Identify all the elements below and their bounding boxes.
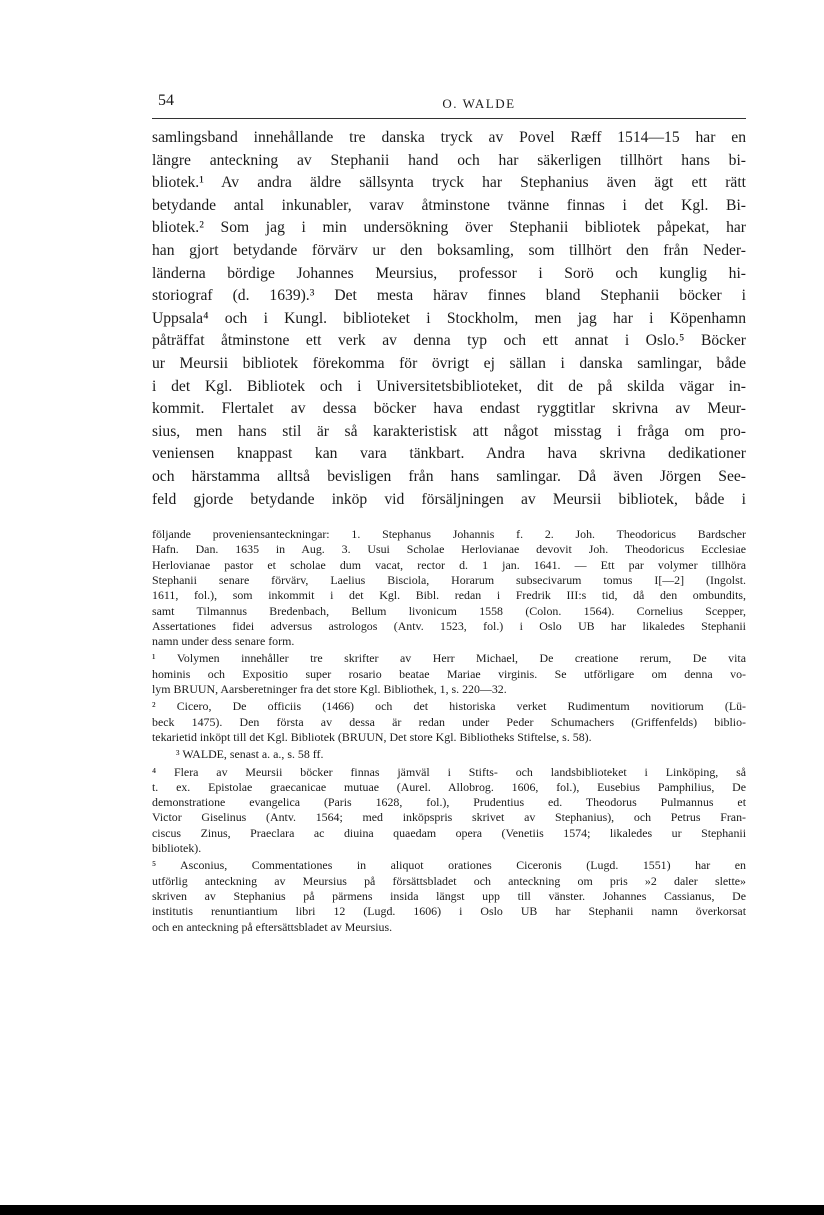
- page-number: 54: [158, 92, 174, 109]
- body-line: han gjort betydande förvärv ur den boksamling, som tillhört den från Neder-: [152, 241, 746, 259]
- body-line: sius, men hans stil är så karakteristisk att något misstag i fråga om pro-: [152, 422, 746, 440]
- footnote-line: tekarietid inköpt till det Kgl. Bibliotek (BRUUN, Det store Kgl. Bibliotheks Stiftelse, s. 58).: [152, 729, 592, 744]
- footnote-line: Stephanii senare förvärv, Laelius Bisciola, Horarum subsecivarum tomus I[—2] (Ingolst.: [152, 572, 746, 587]
- footnote-line: demonstratione evangelica (Paris 1628, fol.), Prudentius ed. Theodorus Pulmannus et: [152, 795, 746, 810]
- footnote-line: ⁴ Flera av Meursii böcker finnas jämväl i Stifts- och landsbiblioteket i Linköping, så: [152, 764, 746, 779]
- book-page: [152, 88, 746, 935]
- body-line: kommit. Flertalet av dessa böcker hava endast ryggtitlar skrivna av Meur-: [152, 400, 746, 418]
- body-line: samlingsband innehållande tre danska tryck av Povel Ræff 1514—15 har en: [152, 129, 746, 146]
- main-text: [152, 127, 746, 511]
- footnote-line: bibliotek).: [152, 841, 202, 856]
- body-line: feld gjorde betydande inköp vid försäljningen av Meursii bibliotek, både i: [152, 490, 746, 508]
- footnote-line: samt Tilmannus Bredenbach, Bellum livonicum 1558 (Colon. 1564). Cornelius Scepper,: [152, 603, 746, 618]
- footnote-line: och en anteckning på eftersättsbladet av Meursius.: [152, 919, 393, 934]
- footnote-line: Victor Giselinus (Antv. 1564; med inköpspris skrivet av Stephanius), och Petrus Fran-: [152, 810, 746, 825]
- footnote-line: institutis renuntiantium libri 12 (Lugd. 1606) i Oslo UB har Stephanii namn överkorsat: [152, 904, 746, 919]
- footnote-line: lym BRUUN, Aarsberetninger fra det store Kgl. Bibliothek, 1, s. 220—32.: [152, 682, 507, 697]
- running-head: O. WALDE: [442, 96, 516, 111]
- footnotes: [152, 527, 746, 935]
- scan-border: [0, 1205, 824, 1215]
- footnote-line: Assertationes fidei adversus astrologos (Antv. 1523, fol.) i Oslo UB har likaledes Stephanii: [152, 618, 746, 633]
- body-line: längre anteckning av Stephanii hand och har säkerligen tillhört hans bi-: [152, 151, 746, 169]
- footnote-line: ¹ Volymen innehåller tre skrifter av Herr Michael, De creatione rerum, De vita: [152, 651, 746, 666]
- footnote-line: t. ex. Epistolae graecanicae mutuae (Aurel. Allobrog. 1606, fol.), Eusebius Pamphilius, De: [152, 779, 746, 794]
- footnote-line: följande proveniensanteckningar: 1. Stephanus Johannis f. 2. Joh. Theodoricus Bardscher: [152, 527, 746, 542]
- body-line: veniensen knappast kan vara tänkbart. Andra hava skrivna dedikationer: [152, 445, 746, 463]
- footnote-line: 1611, fol.), som inkommit i det Kgl. Bibl. redan i Fredrik III:s tid, då den ombundits,: [152, 588, 746, 603]
- footnote-line: ² Cicero, De officiis (1466) och det historiska verket Rudimentum novitiorum (Lü-: [152, 699, 746, 714]
- footnote-line: ciscus Zinus, Praeclara ac diuina quaedam opera (Venetiis 1574; likaledes ur Stephanii: [152, 825, 746, 840]
- footnote-4: [152, 765, 746, 857]
- page-header: [152, 88, 746, 119]
- footnote-line: beck 1475). Den första av dessa är redan under Peder Schumachers (Griffenfelds) biblio-: [152, 714, 746, 729]
- footnote-line: utförlig anteckning av Meursius på försättsbladet och anteckning om pris »2 daler slette»: [152, 873, 746, 888]
- footnote-5: [152, 858, 746, 934]
- body-line: bliotek.² Som jag i min undersökning över Stephanii bibliotek påpekat, har: [152, 219, 746, 237]
- footnote-line: skriven av Stephanius på pärmens insida längst upp till vänster. Johannes Cassianus, De: [152, 888, 746, 903]
- footnote-1: [152, 651, 746, 697]
- footnote-3: [152, 747, 746, 762]
- footnote-line: ⁵ Asconius, Commentationes in aliquot orationes Ciceronis (Lugd. 1551) har en: [152, 858, 746, 873]
- footnote-continued: [152, 527, 746, 649]
- footnote-line: namn under dess senare form.: [152, 634, 295, 649]
- footnote-line: Herlovianae pastor et scholae dum vacat, rector d. 1 jan. 1641. — Ett par volymer tillhöra: [152, 557, 746, 572]
- footnote-line: hominis och Expositio super rosario beatae Mariae virginis. Se utförligare om denna vo-: [152, 666, 746, 681]
- footnote-2: [152, 699, 746, 745]
- body-line: påträffat åtminstone ett verk av denna typ och ett annat i Oslo.⁵ Böcker: [152, 332, 746, 350]
- body-line: betydande antal inkunabler, varav åtminstone tvänne finnas i det Kgl. Bi-: [152, 196, 746, 214]
- body-line: och härstamma alltså bevisligen från hans samlingar. Då även Jörgen See-: [152, 467, 746, 485]
- footnote-line: Hafn. Dan. 1635 in Aug. 3. Usui Scholae Herlovianae devovit Joh. Theodoricus Ecclesiae: [152, 542, 746, 557]
- body-line: bliotek.¹ Av andra äldre sällsynta tryck har Stephanius även ägt ett rätt: [152, 174, 746, 192]
- footnote-line: ³ WALDE, senast a. a., s. 58 ff.: [176, 747, 324, 762]
- body-line: Uppsala⁴ och i Kungl. biblioteket i Stockholm, men jag har i Köpenhamn: [152, 309, 746, 327]
- body-line: storiograf (d. 1639).³ Det mesta härav finnes bland Stephanii böcker i: [152, 287, 746, 305]
- body-line: länderna bördige Johannes Meursius, professor i Sorö och kunglig hi-: [152, 264, 746, 282]
- body-line: ur Meursii bibliotek förekomma för övrigt ej sällan i danska samlingar, både: [152, 354, 746, 372]
- body-line: i det Kgl. Bibliotek och i Universitetsbiblioteket, dit de på skilda vägar in-: [152, 377, 746, 395]
